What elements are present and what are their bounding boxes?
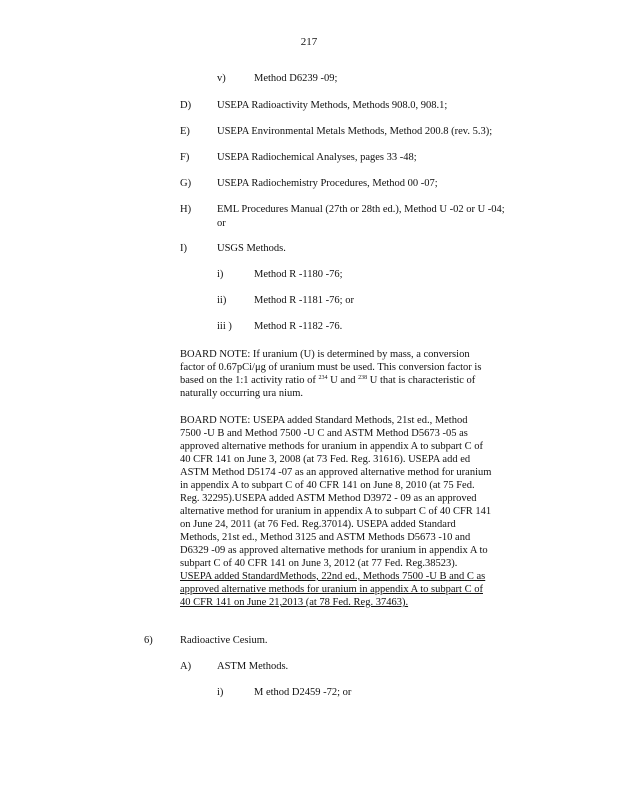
item-text: USEPA Radioactivity Methods, Methods 908.0, 908.1; [217,100,448,111]
note-line: 40 CFR 141 on June 3, 2008 (at 73 Fed. Reg. 31616). USEPA add ed [180,454,471,465]
item-label: D) [180,100,192,111]
note-line: alternative method for uranium in appendix A to subpart C of 40 CFR 141 [180,506,492,517]
note-line: BOARD NOTE: USEPA added Standard Methods, 21st ed., Method [180,415,468,426]
item-text: USEPA Radiochemical Analyses, pages 33 -48; [217,152,417,163]
note-line-underlined: USEPA added StandardMethods, 22nd ed., Methods 7500 -U B and C as [180,571,486,582]
note-line: subpart C of 40 CFR 141 on June 3, 2012 (at 77 Fed. Reg.38523). [180,558,458,569]
item-label: v) [217,73,226,84]
item-label: i) [217,687,224,698]
note-text: U and [327,375,359,386]
board-note-uranium-conversion [180,348,532,400]
item-text: USEPA Radiochemistry Procedures, Method 00 -07; [217,178,438,189]
board-note-usepa-additions [180,414,532,609]
item-text: Method R -1180 -76; [254,269,343,280]
item-label: F) [180,152,190,163]
isotope-superscript: 238 [358,375,368,381]
item-text: EML Procedures Manual (27th or 28th ed.), Method U -02 or U -04; [217,204,505,215]
note-line: ASTM Method D5174 -07 as an approved alternative method for uranium [180,467,492,478]
item-text: ASTM Methods. [217,661,289,672]
item-label: I) [180,243,187,254]
note-line: factor of 0.67pCi/μg of uranium must be used. This conversion factor is [180,362,482,373]
isotope-superscript: 234 [318,375,328,381]
note-line: D6329 -09 as approved alternative methods for uranium in appendix A to [180,545,488,556]
item-label: G) [180,178,192,189]
item-label: A) [180,661,192,672]
note-line: approved alternative methods for uranium in appendix A to subpart C of [180,441,483,452]
note-line: in appendix A to subpart C of 40 CFR 141 on June 8, 2010 (at 75 Fed. [180,480,475,491]
note-line: Reg. 32295).USEPA added ASTM Method D3972 - 09 as an approved [180,493,477,504]
note-line [180,374,532,387]
note-line: 7500 -U B and Method 7500 -U C and ASTM Method D5673 -05 as [180,428,468,439]
note-line-underlined: approved alternative methods for uranium in appendix A to subpart C of [180,584,483,595]
item-label: i) [217,269,224,280]
item-text: USGS Methods. [217,243,286,254]
item-label: H) [180,204,192,215]
note-text: U that is characteristic of [367,375,476,386]
item-text: M ethod D2459 -72; or [254,687,352,698]
note-line: naturally occurring ura nium. [180,388,304,399]
item-text: Method R -1182 -76. [254,321,343,332]
note-text: based on the 1:1 activity ratio of [180,375,319,386]
item-text: Method D6239 -09; [254,73,338,84]
item-text: Method R -1181 -76; or [254,295,354,306]
note-line-underlined: 40 CFR 141 on June 21,2013 (at 78 Fed. Reg. 37463). [180,597,409,608]
item-text: USEPA Environmental Metals Methods, Method 200.8 (rev. 5.3); [217,126,493,137]
page-number: 217 [300,36,318,48]
note-line: Methods, 21st ed., Method 3125 and ASTM Methods D5673 -10 and [180,532,471,543]
item-label: iii ) [217,321,232,332]
item-text: or [217,218,226,229]
section-text: Radioactive Cesium. [180,635,268,646]
note-line: BOARD NOTE: If uranium (U) is determined by mass, a conversion [180,349,470,360]
note-line: on June 24, 2011 (at 76 Fed. Reg.37014). USEPA added Standard [180,519,456,530]
item-label: E) [180,126,190,137]
section-label: 6) [144,635,153,646]
item-label: ii) [217,295,227,306]
